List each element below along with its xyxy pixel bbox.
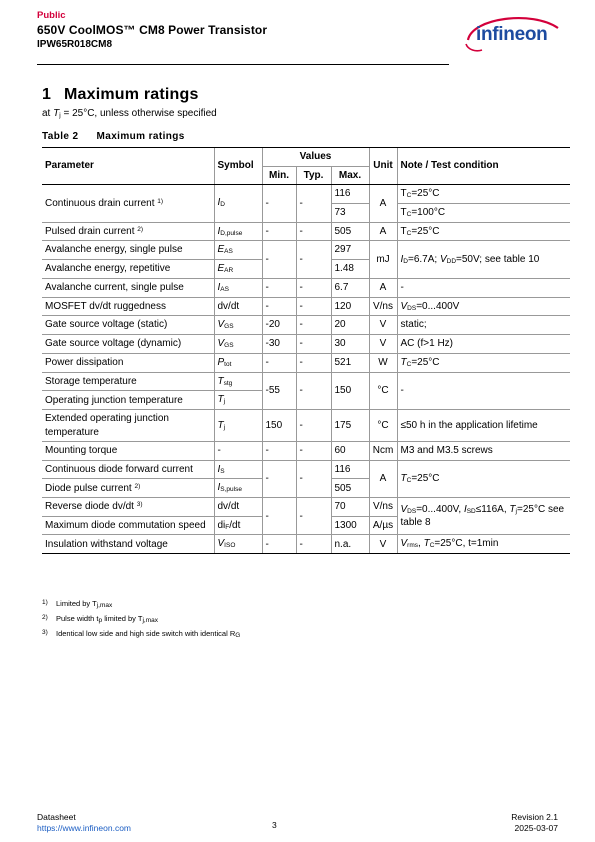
table-caption-label: Table 2 — [42, 131, 79, 142]
rich-note: $I_D=6.7A$; $V_{DD}=50V$; see table 10 — [397, 241, 570, 279]
table-header — [42, 148, 570, 185]
table-row: Mounting torque - - - 60 Ncm M3 and M3.5 screws — [42, 442, 570, 461]
footer-revision: Revision 2.1 — [511, 812, 558, 822]
page-number: 3 — [272, 820, 277, 830]
header-divider — [37, 64, 449, 65]
table-row: Diode pulse current $^{2)}$ $I_{S,pulse}$ 505 — [42, 479, 570, 498]
footer-right — [511, 812, 558, 833]
table-row: Avalanche energy, repetitive $E_{AR}$ 1.48 — [42, 260, 570, 279]
footer-doc-type: Datasheet — [37, 812, 76, 822]
table-row: Continuous diode forward current $I_S$ - - 116 A $T_C=25^\circ C$ — [42, 460, 570, 479]
table-row: MOSFET dv/dt ruggedness dv/dt - - 120 V/ns $V_{DS}=0...400V$ — [42, 297, 570, 316]
table-row: Operating junction temperature $T_j$ — [42, 391, 570, 410]
table-row: Continuous drain current $^{1)}$ $I_D$ - - 116 A $T_C=25^\circ C$ — [42, 185, 570, 204]
col-values: Values — [262, 148, 369, 167]
col-min: Min. — [262, 166, 296, 185]
section-number: 1 — [42, 86, 52, 103]
table-row: Reverse diode dv/dt $^{3)}$ dv/dt - - 70 V/ns $V_{DS}=0...400V$, $I_{SD}\le 116A$, $T_j=25^\circ C$ see table 8 — [42, 498, 570, 517]
section-title: Maximum ratings — [64, 86, 199, 103]
table-row: Storage temperature $T_{stg}$ -55 - 150 °C - — [42, 372, 570, 391]
table-row: Gate source voltage (static) $V_{GS}$ -20 - 20 V static; — [42, 316, 570, 335]
footnote-1: 1) Limited by $T_{j,max}$ — [42, 599, 113, 609]
classification-label: Public — [37, 10, 66, 21]
table-row: Extended operating junction temperature $T_j$ 150 - 175 °C ≤50 h in the application lifetime — [42, 410, 570, 442]
footer-url-link[interactable]: https://www.infineon.com — [37, 822, 132, 833]
ratings-condition: at $T_j = 25^\circ C$, unless otherwise specified — [42, 108, 217, 119]
col-typ: Typ. — [296, 166, 331, 185]
infineon-logo — [462, 14, 562, 56]
footer-date: 2025-03-07 — [514, 822, 558, 833]
product-title: 650V CoolMOS™ CM8 Power Transistor — [37, 23, 268, 37]
table-caption — [42, 131, 185, 142]
section-heading — [42, 86, 199, 104]
footer-left — [37, 812, 131, 833]
table-row: Insulation withstand voltage $V_{ISO}$ - - n.a. V $V_{rms}$, $T_C=25^\circ C$, t=1min — [42, 535, 570, 554]
maximum-ratings-table — [42, 147, 570, 554]
logo-wordmark: infineon — [476, 24, 548, 45]
rich-note: $V_{rms}$, $T_C=25^\circ C$, t=1min — [397, 535, 570, 554]
table-caption-title: Maximum ratings — [96, 131, 185, 142]
table-row: Avalanche current, single pulse $I_{AS}$ - - 6.7 A - — [42, 278, 570, 297]
table-row: Power dissipation $P_{tot}$ - - 521 W $T_C=25^\circ C$ — [42, 353, 570, 372]
table-row: 73 $T_C=100^\circ C$ — [42, 203, 570, 222]
col-parameter: Parameter — [42, 148, 214, 185]
footnote-3: 3) Identical low side and high side switch with identical $R_G$ — [42, 629, 241, 639]
rich-note: $V_{DS}=0...400V$, $I_{SD}\le 116A$, $T_j=25^\circ C$ see table 8 — [397, 498, 570, 535]
col-note: Note / Test condition — [397, 148, 570, 185]
table-row: Avalanche energy, single pulse $E_{AS}$ - - 297 mJ $I_D=6.7A$; $V_{DD}=50V$; see table 10 — [42, 241, 570, 260]
table-row: Maximum diode commutation speed $di_F/dt$ 1300 A/µs — [42, 516, 570, 535]
col-max: Max. — [331, 166, 369, 185]
footnote-2: 2) Pulse width $t_p$ limited by $T_{j,max}$ — [42, 614, 158, 624]
table-row: Gate source voltage (dynamic) $V_{GS}$ -30 - 30 V AC (f>1 Hz) — [42, 335, 570, 354]
col-symbol: Symbol — [214, 148, 262, 185]
table-row: Pulsed drain current $^{2)}$ $I_{D,pulse}$ - - 505 A $T_C=25^\circ C$ — [42, 222, 570, 241]
col-unit: Unit — [369, 148, 397, 185]
part-number: IPW65R018CM8 — [37, 39, 113, 50]
